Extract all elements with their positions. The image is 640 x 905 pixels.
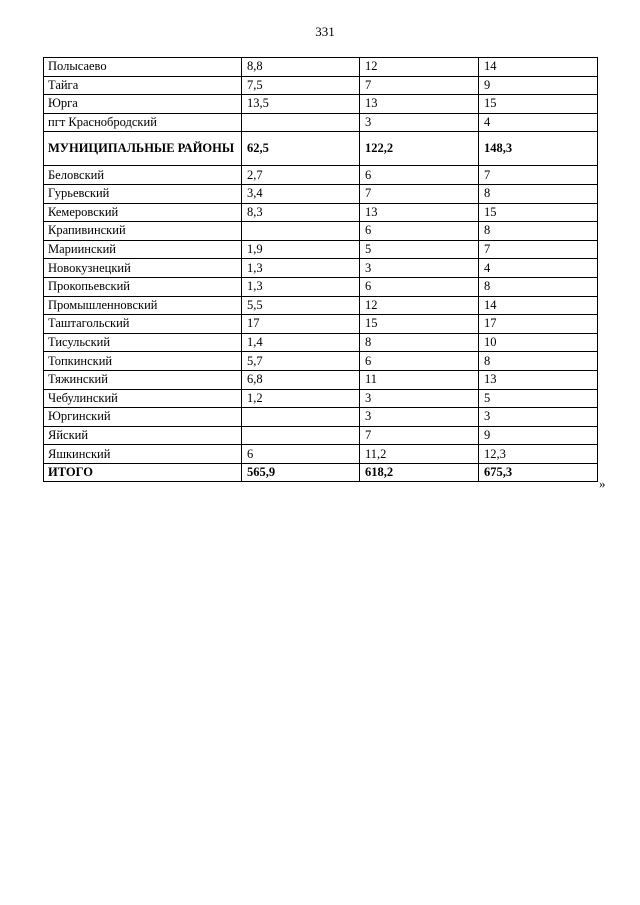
row-name-cell: пгт Краснобродский [44,113,242,132]
row-value-2-cell: 6 [360,352,479,371]
row-value-1-cell: 8,3 [242,203,360,222]
row-value-2-cell: 5 [360,240,479,259]
row-value-2-cell: 11 [360,370,479,389]
row-value-1-cell: 13,5 [242,95,360,114]
table-row [44,352,598,371]
row-value-3-cell: 8 [479,222,598,241]
row-value-2-cell: 13 [360,95,479,114]
row-value-3-cell: 9 [479,76,598,95]
row-value-1-cell: 5,5 [242,296,360,315]
row-value-2-cell: 7 [360,184,479,203]
table-row [44,259,598,278]
row-value-1-cell: 8,8 [242,58,360,77]
row-value-3-cell: 3 [479,408,598,427]
row-name-cell: Беловский [44,166,242,185]
data-table [43,57,598,482]
row-name-cell: Юргинский [44,408,242,427]
row-name-cell: МУНИЦИПАЛЬНЫЕ РАЙОНЫ [44,132,242,166]
row-name-cell: Тайга [44,76,242,95]
table-row [44,277,598,296]
table-row [44,203,598,222]
row-value-1-cell: 6,8 [242,370,360,389]
row-value-3-cell: 4 [479,259,598,278]
row-value-3-cell: 14 [479,58,598,77]
row-value-3-cell: 5 [479,389,598,408]
table-row [44,166,598,185]
row-value-2-cell: 618,2 [360,463,479,482]
table-row [44,445,598,464]
row-name-cell: Новокузнецкий [44,259,242,278]
closing-quote-mark: » [599,476,606,491]
table-row [44,95,598,114]
row-name-cell: ИТОГО [44,463,242,482]
table-row [44,426,598,445]
row-value-3-cell: 675,3 [479,463,598,482]
row-value-1-cell: 17 [242,315,360,334]
table-row [44,222,598,241]
row-value-1-cell: 7,5 [242,76,360,95]
table-row [44,408,598,427]
row-value-3-cell: 8 [479,184,598,203]
row-value-2-cell: 8 [360,333,479,352]
table-row [44,296,598,315]
row-value-2-cell: 12 [360,58,479,77]
row-name-cell: Тяжинский [44,370,242,389]
row-value-3-cell: 9 [479,426,598,445]
row-value-3-cell: 7 [479,240,598,259]
row-value-1-cell: 1,3 [242,277,360,296]
table-row-total [44,463,598,482]
row-name-cell: Чебулинский [44,389,242,408]
row-value-1-cell: 5,7 [242,352,360,371]
row-value-2-cell: 3 [360,389,479,408]
row-value-1-cell: 1,2 [242,389,360,408]
row-value-1-cell: 565,9 [242,463,360,482]
row-value-1-cell: 3,4 [242,184,360,203]
table-row [44,389,598,408]
row-name-cell: Гурьевский [44,184,242,203]
row-value-2-cell: 122,2 [360,132,479,166]
row-value-2-cell: 3 [360,259,479,278]
row-name-cell: Таштагольский [44,315,242,334]
row-value-3-cell: 17 [479,315,598,334]
row-value-1-cell: 6 [242,445,360,464]
table-row [44,113,598,132]
table-row [44,240,598,259]
row-value-2-cell: 3 [360,408,479,427]
row-value-3-cell: 12,3 [479,445,598,464]
row-value-1-cell: 1,9 [242,240,360,259]
table-row [44,58,598,77]
row-name-cell: Кемеровский [44,203,242,222]
row-value-3-cell: 13 [479,370,598,389]
table-row [44,184,598,203]
row-value-3-cell: 14 [479,296,598,315]
row-value-3-cell: 8 [479,277,598,296]
row-value-3-cell: 15 [479,95,598,114]
row-value-1-cell: 1,4 [242,333,360,352]
row-value-2-cell: 6 [360,277,479,296]
row-value-2-cell: 7 [360,76,479,95]
row-name-cell: Юрга [44,95,242,114]
row-name-cell: Яйский [44,426,242,445]
row-value-1-cell [242,426,360,445]
row-value-3-cell: 4 [479,113,598,132]
row-name-cell: Прокопьевский [44,277,242,296]
row-name-cell: Мариинский [44,240,242,259]
row-name-cell: Топкинский [44,352,242,371]
row-value-3-cell: 15 [479,203,598,222]
row-value-2-cell: 12 [360,296,479,315]
row-value-3-cell: 148,3 [479,132,598,166]
table-row [44,315,598,334]
row-value-2-cell: 15 [360,315,479,334]
row-name-cell: Полысаево [44,58,242,77]
page-number: 331 [315,24,335,39]
table-row-section-header [44,132,598,166]
row-value-3-cell: 7 [479,166,598,185]
row-value-3-cell: 8 [479,352,598,371]
row-value-2-cell: 6 [360,222,479,241]
row-value-2-cell: 7 [360,426,479,445]
row-name-cell: Промышленновский [44,296,242,315]
table-row [44,76,598,95]
row-value-1-cell: 1,3 [242,259,360,278]
row-value-1-cell: 2,7 [242,166,360,185]
row-value-2-cell: 6 [360,166,479,185]
row-value-1-cell: 62,5 [242,132,360,166]
data-table-body [44,58,598,482]
row-value-2-cell: 11,2 [360,445,479,464]
row-value-1-cell [242,408,360,427]
row-name-cell: Крапивинский [44,222,242,241]
row-value-2-cell: 13 [360,203,479,222]
row-value-2-cell: 3 [360,113,479,132]
row-value-3-cell: 10 [479,333,598,352]
row-value-1-cell [242,113,360,132]
row-name-cell: Тисульский [44,333,242,352]
row-value-1-cell [242,222,360,241]
table-row [44,370,598,389]
table-row [44,333,598,352]
row-name-cell: Яшкинский [44,445,242,464]
